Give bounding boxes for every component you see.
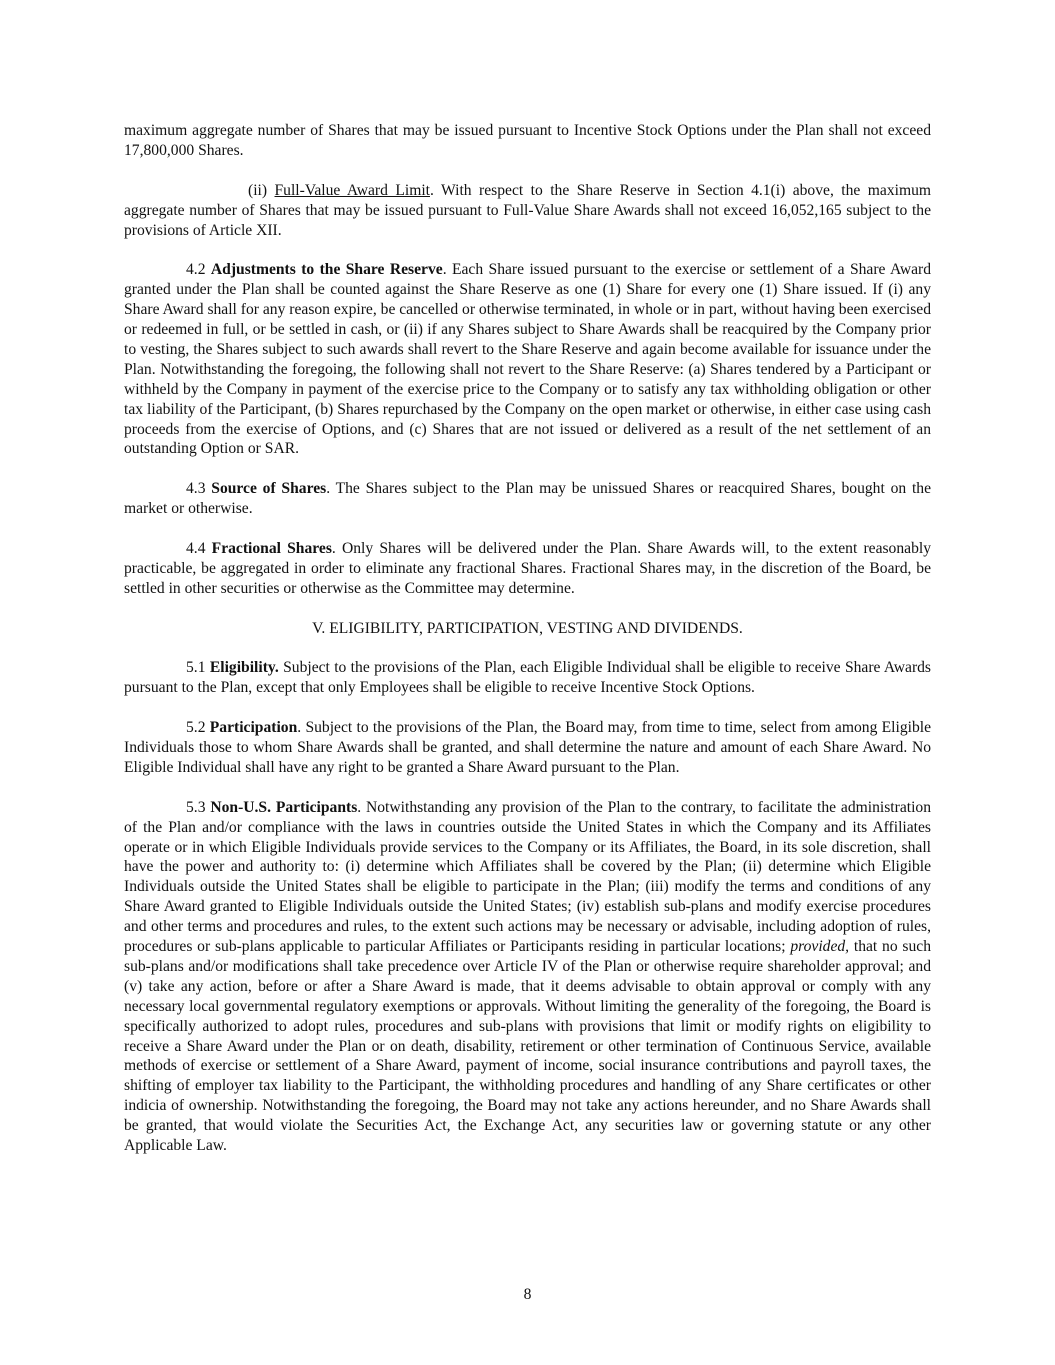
section-number: 4.3 bbox=[186, 480, 212, 498]
section-title: Participation bbox=[209, 719, 298, 737]
section-body: . The Shares subject to the Plan may be unissued Shares or reacquired Shares, bought on the market or otherwise. bbox=[124, 480, 931, 518]
section-body-b: that no such sub-plans and/or modifications shall take precedence over Article IV of the Plan or otherwise require shareholder approval; and (v) take any action, before or after a Share Award is made, that it deems advisable to obtain approval or comply with any necessary local governmental regulatory exemptions or approvals. Without limiting the generality of the foregoing, the Board is specifically authorized to adopt rules, procedures and sub-plans with provisions that limit or modify rights on eligibility to receive a Share Award under the Plan or on death, disability, retirement or other termination of Continuous Service, available methods of exercise or settlement of a Share Award, payment of income, social insurance contributions and payroll taxes, the shifting of employer tax liability to the Participant, the withholding procedures and handling of any Share certificates or other indicia of ownership. Notwithstanding the foregoing, the Board may not take any actions hereunder, and no Share Awards shall be granted, that would violate the Securities Act, the Exchange Act, any securities law or governing statute or any other Applicable Law. bbox=[124, 938, 931, 1155]
section-4-4 bbox=[124, 539, 931, 599]
section-number: 5.3 bbox=[186, 798, 211, 816]
section-4-3 bbox=[124, 479, 931, 519]
section-body: . Subject to the provisions of the Plan, the Board may, from time to time, select from among Eligible Individuals those to whom Share Awards shall be granted, and shall determine the nature and amount of each Share Award. No Eligible Individual shall have any right to be granted a Share Award pursuant to the Plan. bbox=[124, 719, 932, 776]
section-title: Eligibility. bbox=[209, 659, 279, 677]
section-number: 5.2 bbox=[186, 719, 210, 737]
document-body bbox=[124, 121, 931, 1176]
section-title: Adjustments to the Share Reserve bbox=[210, 261, 443, 279]
section-number: 4.2 bbox=[186, 261, 211, 279]
section-5-3 bbox=[124, 798, 931, 1156]
section-body: . With respect to the Share Reserve in Section 4.1(i) above, the maximum aggregate number of Shares that may be issued pursuant to Full-Value Share Awards shall not exceed 16,052,165 subject to the provisions of Article XII. bbox=[124, 181, 932, 239]
page-number: 8 bbox=[523, 1286, 532, 1303]
section-5-1 bbox=[124, 658, 931, 698]
paragraph-full-value-limit bbox=[124, 181, 931, 241]
section-number: (ii) bbox=[248, 181, 275, 199]
article-heading: V. ELIGIBILITY, PARTICIPATION, VESTING AND DIVIDENDS. bbox=[312, 619, 743, 637]
section-5-2 bbox=[124, 718, 931, 778]
section-body: Subject to the provisions of the Plan, each Eligible Individual shall be eligible to receive Share Awards pursuant to the Plan, except that only Employees shall be eligible to receive Incentive Stock Options. bbox=[124, 659, 932, 697]
section-title: Full-Value Award Limit bbox=[274, 181, 430, 199]
section-italic: provided, bbox=[790, 938, 850, 956]
intro-text: maximum aggregate number of Shares that may be issued pursuant to Incentive Stock Options under the Plan shall not exceed 17,800,000 Shares. bbox=[124, 122, 931, 159]
section-title: Non-U.S. Participants bbox=[210, 798, 358, 816]
section-number: 4.4 bbox=[186, 539, 212, 557]
section-4-2 bbox=[124, 260, 931, 459]
section-body: . Each Share issued pursuant to the exercise or settlement of a Share Award granted under the Plan shall be counted against the Share Reserve as one (1) Share for every one (1) Share issued. If (i) any Share Award shall for any reason expire, be cancelled or otherwise terminated, in whole or in part, without having been exercised or redeemed in full, or be settled in cash, or (ii) if any Shares subject to Share Awards shall be reacquired by the Company prior to vesting, the Shares subject to such awards shall revert to the Share Reserve and again become available for issuance under the Plan. Notwithstanding the foregoing, the following shall not revert to the Share Reserve: (a) Shares tendered by a Participant or withheld by the Company in payment of the exercise price to the Company or to satisfy any tax withholding obligation or other tax liability of the Participant, (b) Shares repurchased by the Company on the open market or otherwise, in either case using cash proceeds from the exercise of Options, and (c) Shares that are not issued or delivered as a result of the net settlement of an outstanding Option or SAR. bbox=[124, 261, 932, 458]
section-title: Fractional Shares bbox=[211, 539, 332, 557]
section-body-a: . Notwithstanding any provision of the Plan to the contrary, to facilitate the administration of the Plan and/or compliance with the laws in countries outside the United States in which the Company and its Affiliates operate or in which Eligible Individuals provide services to the Company or its Affiliates, the Board, in its sole discretion, shall have the power and authority to: (i) determine which Affiliates shall be covered by the Plan; (ii) determine which Eligible Individuals outside the United States shall be eligible to participate in the Plan; (iii) modify the terms and conditions of any Share Award granted to Eligible Individuals outside the United States; (iv) establish sub-plans and modify exercise procedures and other terms and procedures and rules, to the extent such actions may be necessary or advisable, including adoption of rules, procedures or sub-plans applicable to particular Affiliates or Participants residing in particular locations; bbox=[124, 798, 932, 956]
section-body: . Only Shares will be delivered under the Plan. Share Awards will, to the extent reasonably practicable, be aggregated in order to eliminate any fractional Shares. Fractional Shares may, in the discretion of the Board, be settled in other securities or otherwise as the Committee may determine. bbox=[124, 539, 931, 597]
paragraph-intro bbox=[124, 121, 931, 161]
section-number: 5.1 bbox=[186, 659, 210, 677]
section-title: Source of Shares bbox=[211, 480, 327, 498]
